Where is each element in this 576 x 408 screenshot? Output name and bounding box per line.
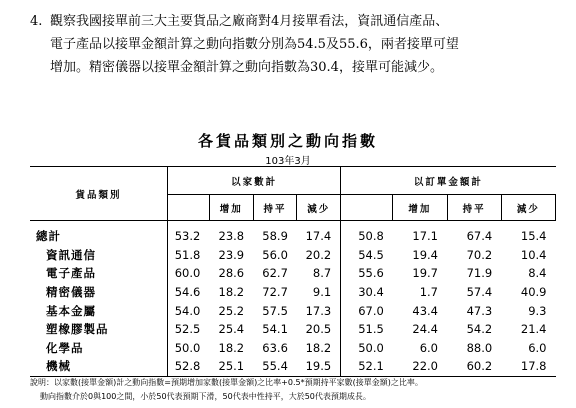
table-cell: 22.0 xyxy=(393,357,447,376)
footnote-line: 動向指數介於0與100之間，小於50代表預期下滑，50代表中性持平，大於50代表預期成長。 xyxy=(40,392,371,401)
table-row xyxy=(30,221,556,246)
table-cell: 17.1 xyxy=(412,229,438,244)
table-cell: 19.4 xyxy=(412,247,438,262)
table-cell: 53.2 xyxy=(168,221,210,246)
table-cell: 23.9 xyxy=(218,247,245,262)
table-cell: 21.4 xyxy=(520,322,547,337)
row-label: 基本金屬 xyxy=(46,303,96,318)
subcol-decrease: 減少 xyxy=(501,195,555,221)
table-cell: 8.4 xyxy=(528,266,547,281)
table-row xyxy=(30,264,556,283)
table-row xyxy=(30,339,556,358)
table-row xyxy=(30,283,556,302)
table-cell: 57.4 xyxy=(466,285,493,300)
table-cell: 17.3 xyxy=(305,303,332,318)
table-cell: 60.0 xyxy=(168,264,210,283)
paragraph-number: 4. xyxy=(30,14,43,29)
paragraph-line: 觀察我國接單前三大主要貨品之廠商對4月接單看法，資訊通信產品、 xyxy=(50,14,449,29)
row-label: 機械 xyxy=(30,357,168,376)
group-header-households: 以家數計 xyxy=(168,167,341,195)
table-cell: 19.5 xyxy=(297,357,341,376)
table-cell: 62.7 xyxy=(262,266,288,281)
table-row xyxy=(30,301,556,320)
table-cell: 55.6 xyxy=(341,264,393,283)
table-row xyxy=(30,320,556,339)
table-cell: 55.4 xyxy=(253,357,297,376)
table-cell: 51.8 xyxy=(168,246,210,265)
footnote xyxy=(30,376,570,404)
table-cell: 43.4 xyxy=(412,303,438,318)
table-cell: 19.7 xyxy=(412,266,438,281)
table-cell: 28.6 xyxy=(218,266,245,281)
table-cell: 15.4 xyxy=(520,229,547,244)
table-row xyxy=(30,357,556,376)
table-cell: 30.4 xyxy=(341,283,393,302)
table-cell: 54.0 xyxy=(168,301,210,320)
table-cell: 18.2 xyxy=(218,285,245,300)
table-cell: 56.0 xyxy=(262,247,288,262)
table-cell: 54.5 xyxy=(341,246,393,265)
table-cell: 52.5 xyxy=(168,320,210,339)
subcol-flat: 持平 xyxy=(447,195,501,221)
row-label: 化學品 xyxy=(46,340,84,355)
table-cell: 18.2 xyxy=(218,340,245,355)
table-cell: 52.1 xyxy=(341,357,393,376)
table-cell: 18.2 xyxy=(305,340,332,355)
table-cell: 40.9 xyxy=(520,285,547,300)
table-cell: 25.1 xyxy=(209,357,253,376)
table-cell: 17.8 xyxy=(501,357,555,376)
table-cell: 25.4 xyxy=(218,322,245,337)
table-cell: 10.4 xyxy=(520,247,547,262)
subcol-decrease: 減少 xyxy=(297,195,341,221)
table-cell: 47.3 xyxy=(466,303,493,318)
table-cell: 23.8 xyxy=(218,229,245,244)
row-label: 資訊通信 xyxy=(46,247,96,262)
table-cell: 71.9 xyxy=(466,266,493,281)
group-header-amount: 以訂單金額計 xyxy=(341,167,556,195)
table-cell: 51.5 xyxy=(341,320,393,339)
table-cell: 24.4 xyxy=(412,322,438,337)
table-cell: 54.6 xyxy=(168,283,210,302)
table-cell: 54.1 xyxy=(262,322,288,337)
table-cell: 58.9 xyxy=(262,229,288,244)
table-cell: 25.2 xyxy=(218,303,245,318)
row-header: 貨品類別 xyxy=(30,167,168,221)
table-cell: 67.0 xyxy=(341,301,393,320)
table-cell: 60.2 xyxy=(447,357,501,376)
table-cell: 50.8 xyxy=(341,221,393,246)
table-cell: 57.5 xyxy=(262,303,288,318)
table-cell: 88.0 xyxy=(466,340,493,355)
table-cell: 9.1 xyxy=(312,285,332,300)
table-cell: 50.0 xyxy=(168,339,210,358)
table-title: 各貨品類別之動向指數 xyxy=(197,132,378,150)
table-cell: 8.7 xyxy=(312,266,332,281)
table-cell: 70.2 xyxy=(466,247,493,262)
subcol-increase: 增加 xyxy=(209,195,253,221)
table-cell: 67.4 xyxy=(466,229,493,244)
row-label: 精密儀器 xyxy=(46,285,96,300)
footnote-line: 說明：以家數(接單金額)計之動向指數=預期增加家數(接單金額)之比率+0.5*預期持平家數(接單金額)之比率。 xyxy=(30,378,423,387)
table-cell: 17.4 xyxy=(305,229,332,244)
index-table xyxy=(30,166,556,377)
row-label: 電子產品 xyxy=(46,266,96,281)
table-row xyxy=(30,246,556,265)
table-cell: 50.0 xyxy=(341,339,393,358)
table-cell: 6.0 xyxy=(528,340,547,355)
table-cell: 63.6 xyxy=(262,340,288,355)
subcol-flat: 持平 xyxy=(253,195,297,221)
table-cell: 6.0 xyxy=(419,340,438,355)
row-label: 塑橡膠製品 xyxy=(46,322,109,337)
table-cell: 20.5 xyxy=(305,322,332,337)
table-cell: 72.7 xyxy=(262,285,288,300)
table-cell: 52.8 xyxy=(168,357,210,376)
subcol-increase: 增加 xyxy=(393,195,447,221)
row-label: 總計 xyxy=(36,229,61,244)
table-cell: 54.2 xyxy=(466,322,493,337)
table-cell: 9.3 xyxy=(528,303,547,318)
table-cell: 1.7 xyxy=(419,285,438,300)
table-cell: 20.2 xyxy=(305,247,332,262)
table-subtitle: 103年3月 xyxy=(265,156,311,167)
paragraph-line: 增加。精密儀器以接單金額計算之動向指數為30.4，接單可能減少。 xyxy=(50,60,443,75)
paragraph-line: 電子產品以接單金額計算之動向指數分別為54.5及55.6，兩者接單可望 xyxy=(50,37,459,52)
